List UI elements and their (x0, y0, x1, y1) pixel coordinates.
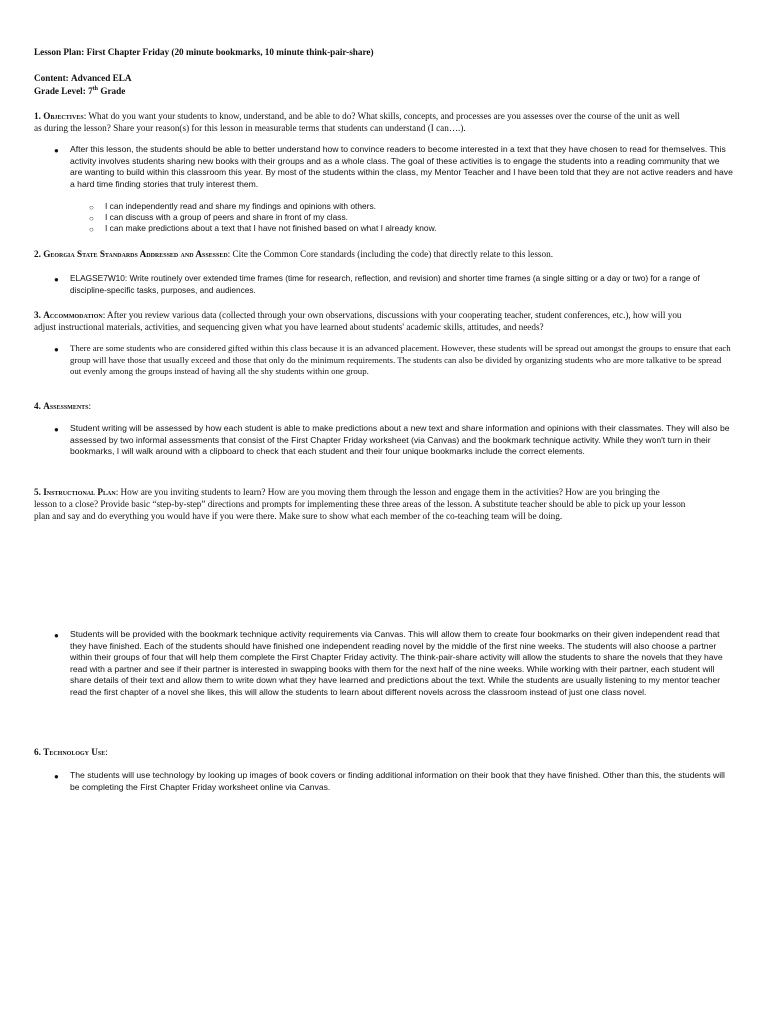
lesson-plan-line (34, 46, 734, 58)
section-number: 4. (34, 401, 41, 411)
instructional-prompt-line-3 (34, 510, 734, 522)
accommodation-heading (34, 309, 734, 321)
accommodation-prompt-line-2 (34, 321, 734, 333)
standards-prompt: : Cite the Common Core standards (including the code) that directly relate to this lesson. (227, 249, 553, 259)
grade-suffix: Grade (100, 86, 126, 96)
bullet-icon: ● (54, 345, 59, 354)
objective-sub-3: I can make predictions about a text that I have not finished based on what I already know. (105, 223, 437, 233)
objectives-prompt-1: : What do you want your students to know, understand, and be able to do? What skills, concepts, and processes are you assesses over the course of the unit as well (83, 111, 680, 121)
content-label: Content: (34, 73, 69, 83)
content-value: Advanced ELA (71, 73, 132, 83)
grade-label: Grade Level: (34, 86, 86, 96)
lesson-plan-label: Lesson Plan: (34, 47, 85, 57)
section-number: 2. (34, 249, 41, 259)
grade-line (34, 85, 734, 97)
accommodation-prompt-2: adjust instructional materials, activities, and sequencing given what you have learned about students' academic skills, attitudes, and needs? (34, 322, 544, 332)
sub-bullet-icon: ○ (89, 203, 94, 212)
bullet-icon: ● (54, 146, 59, 155)
lesson-plan-title: First Chapter Friday (20 minute bookmarks, 10 minute think-pair-share) (86, 47, 374, 57)
instructional-prompt-1: : How are you inviting students to learn? How are you moving them through the lesson and engage them in the activities? How are you bringing the (115, 487, 660, 497)
accommodation-prompt-1: : After you review various data (collected through your own observations, discussions with your cooperating teacher, student conferences, etc.), how will you (102, 310, 682, 320)
objective-sub-1: I can independently read and share my findings and opinions with others. (105, 201, 376, 211)
instructional-heading (34, 486, 734, 498)
section-number: 3. (34, 310, 41, 320)
section-title: Instructional Plan (43, 487, 116, 497)
bullet-icon: ● (54, 425, 59, 434)
technology-bullet-text: The students will use technology by looking up images of book covers or finding additional information on their book that they have finished. Other than this, the students will be completing the First Chapter Friday worksheet online via Canvas. (70, 770, 725, 792)
section-title: Technology Use (43, 747, 106, 757)
objective-sub-2: I can discuss with a group of peers and share in front of my class. (105, 212, 348, 222)
objectives-bullet-text: After this lesson, the students should be able to better understand how to convince readers to become interested in a text that they have chosen to read for themselves. This activity involves students sharing new books with their groups and as a whole class. The goal of these activities is to engage the students into a reading community that we are wanting to build within this classroom this year. By most of the students within the class, my Mentor Teacher and I have been told that they are not active readers and have a hard time finding stories that truly interest them. (70, 144, 733, 189)
instructional-prompt-line-2 (34, 498, 734, 510)
sub-bullet-icon: ○ (89, 225, 94, 234)
objectives-prompt-2: as during the lesson? Share your reason(s) for this lesson in measurable terms that students can understand (I can….). (34, 123, 466, 133)
bullet-icon: ● (54, 772, 59, 781)
section-number: 6. (34, 747, 41, 757)
bullet-icon: ● (54, 275, 59, 284)
assessments-heading (34, 400, 734, 412)
instructional-prompt-3: plan and say and do everything you would have if you were there. Make sure to show what each member of the co-teaching team will be doing. (34, 511, 563, 521)
assessments-bullet-text: Student writing will be assessed by how each student is able to make predictions about a new text and share information and opinions with their classmates. They will also be assessed by two informal assessments that consist of the First Chapter Friday worksheet (via Canvas) and the bookmark technique activity. While they won't turn in their bookmarks, I will walk around with a clipboard to check that each student and their four unique bookmarks include the correct elements. (70, 423, 730, 457)
standards-bullet-text: ELAGSE7W10: Write routinely over extended time frames (time for research, reflection, and revision) and shorter time frames (a single sitting or a day or two) for a range of discipline-specific tasks, purposes, and audiences. (70, 273, 700, 295)
bullet-icon: ● (54, 631, 59, 640)
objectives-heading (34, 110, 734, 122)
assessments-colon: : (88, 401, 92, 411)
section-title: Accommodation (43, 310, 103, 320)
technology-heading (34, 746, 734, 758)
section-number: 5. (34, 487, 41, 497)
technology-colon: : (105, 747, 108, 757)
instructional-bullet-text: Students will be provided with the bookmark technique activity requirements via Canvas. This will allow them to create four bookmarks on their given independent read that they have finished. Each of the students should have finished one independent reading novel by the middle of the first nine weeks. The students will also choose a partner within their groups of four that will help them complete the First Chapter Friday activity. The think-pair-share activity will allow the students to share the novels that they have read with a partner and see if their partner is interested in swapping books with them for the next half of the nine weeks. While working with their partner, each student will share details of their text and allow them to write down what they have learned and predictions about the text. While the students are usually listening to my mentor teacher read the first chapter of a novel she likes, this will allow the students to learn about different novels across the classroom instead of just one class novel. (70, 629, 723, 697)
section-title: Assessments (43, 401, 89, 411)
objectives-prompt-line-2 (34, 122, 734, 134)
accommodation-bullet-text: There are some students who are considered gifted within this class because it is an advanced placement. However, these students will be spread out amongst the groups to ensure that each group will have those that usually exceed and those that only do the minimum requirements. The students can also be divided by organizing students who are more talkative to be spread out evenly among the groups instead of having all the shy students within one group. (70, 343, 731, 377)
grade-value: 7 (88, 86, 93, 96)
sub-bullet-icon: ○ (89, 214, 94, 223)
section-title: Objectives (43, 111, 84, 121)
section-title: Georgia State Standards Addressed and Assessed (43, 249, 228, 259)
section-number: 1. (34, 111, 41, 121)
standards-heading (34, 248, 734, 260)
content-line (34, 72, 734, 84)
grade-sup: th (92, 85, 99, 92)
instructional-prompt-2: lesson to a close? Provide basic “step-by-step” directions and prompts for implementing these three areas of the lesson. A substitute teacher should be able to pick up your lesson (34, 499, 686, 509)
